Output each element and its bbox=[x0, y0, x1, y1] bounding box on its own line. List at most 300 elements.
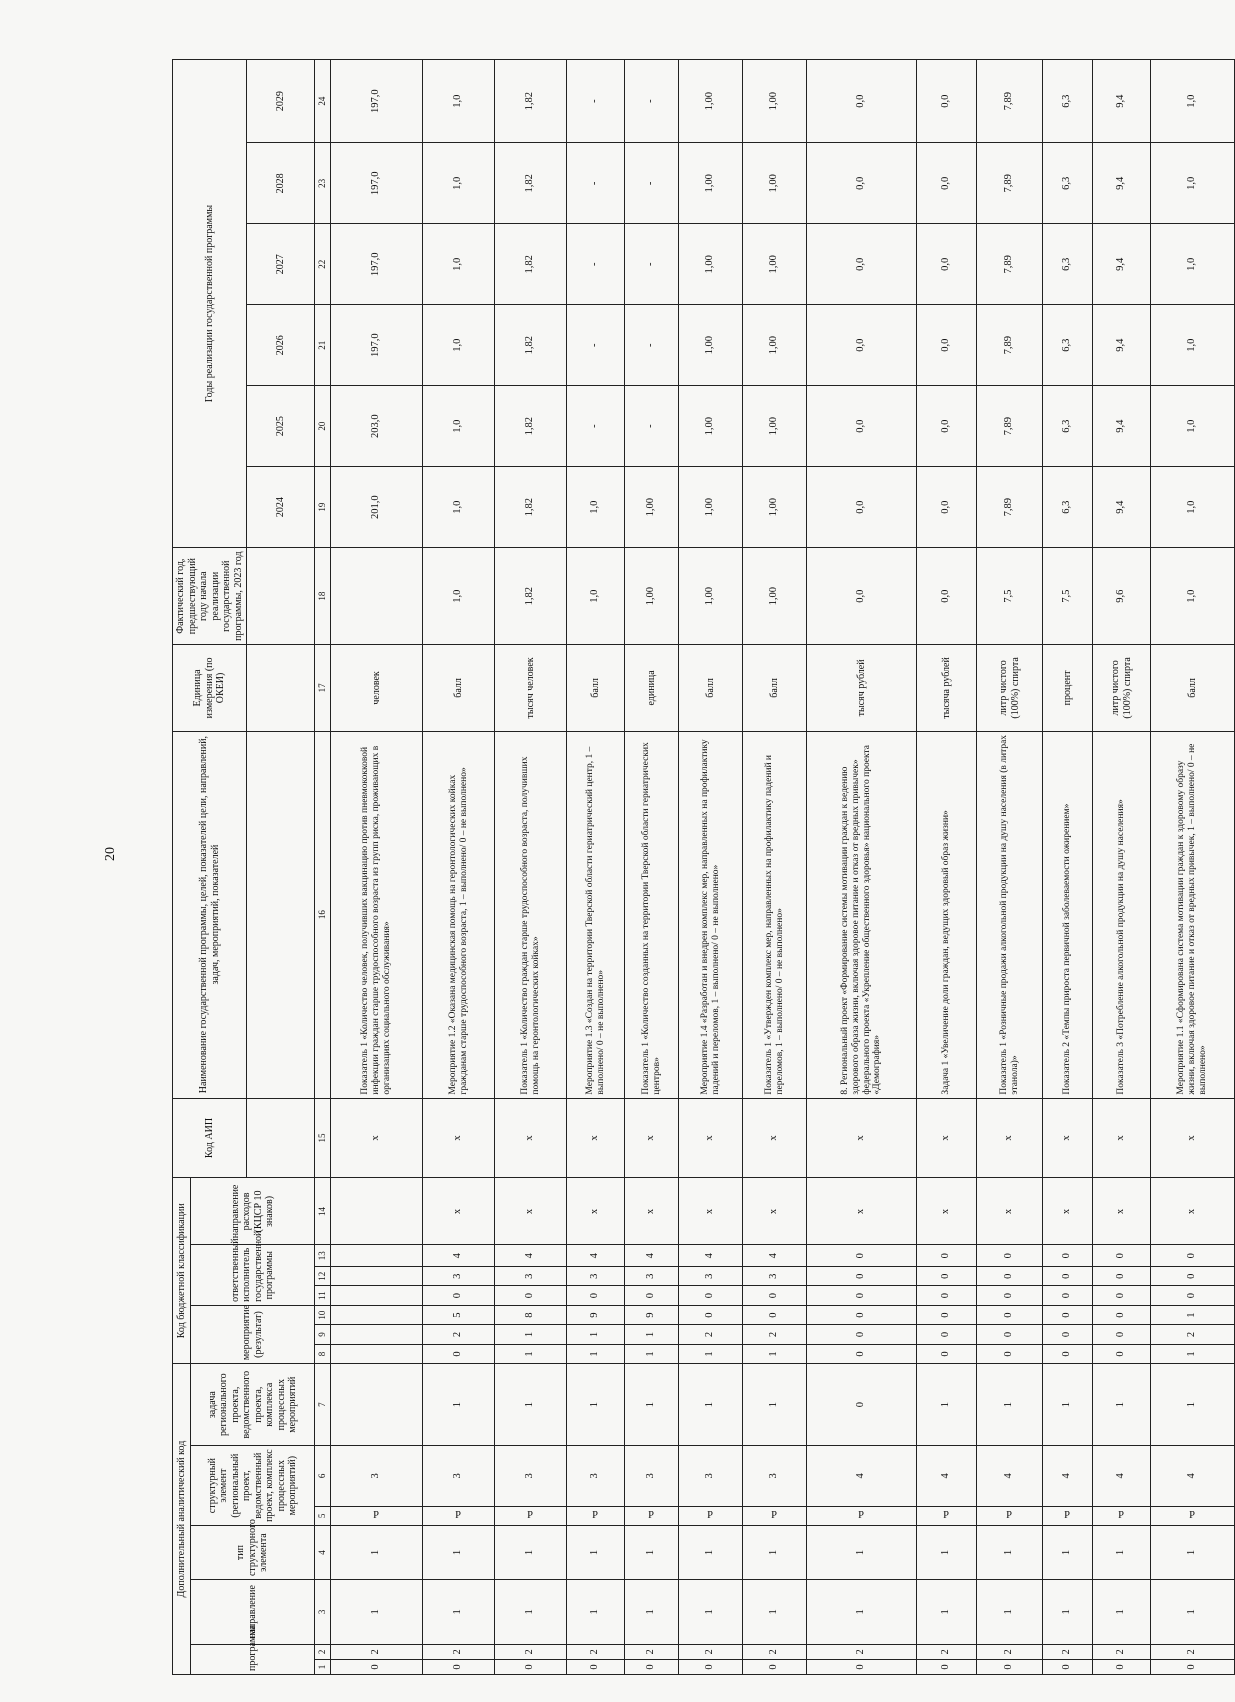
cell-executor: 0 bbox=[917, 1267, 977, 1286]
cell-year-value: 1,00 bbox=[743, 143, 807, 224]
header-fact-year: Фактический год, предшествующий году начала реализации государственной программы, 2023 год bbox=[173, 548, 247, 645]
cell-year-value: - bbox=[625, 143, 679, 224]
cell-struct-sub: 4 bbox=[1093, 1446, 1151, 1506]
cell-year-value: - bbox=[567, 224, 625, 305]
cell-event: 1 bbox=[567, 1344, 625, 1363]
cell-year-value: 0,0 bbox=[917, 143, 977, 224]
cell-year-value: 6,3 bbox=[1043, 386, 1093, 467]
header-years-title: Годы реализации государственной программы bbox=[173, 60, 247, 548]
cell-event: 2 bbox=[1151, 1325, 1235, 1344]
cell-year-value: 1,82 bbox=[495, 467, 567, 548]
cell-unit: балл bbox=[1151, 645, 1235, 731]
cell-program: 2 bbox=[807, 1644, 917, 1659]
cell-year-value: 0,0 bbox=[917, 305, 977, 386]
cell-struct-element bbox=[423, 1506, 495, 1525]
header-year-2024: 2024 bbox=[247, 467, 315, 548]
cell-executor: 0 bbox=[1151, 1286, 1235, 1305]
cell-executor: 0 bbox=[1043, 1267, 1093, 1286]
cell-struct-element-letter: Р bbox=[707, 1509, 714, 1521]
cell-unit: литр чистого (100%) спирта bbox=[977, 645, 1043, 731]
cell-struct-type: 1 bbox=[807, 1526, 917, 1580]
cell-event: 9 bbox=[567, 1305, 625, 1324]
cell-task bbox=[331, 1364, 423, 1446]
cell-event: 1 bbox=[495, 1325, 567, 1344]
cell-event: 0 bbox=[1093, 1305, 1151, 1324]
cell-program: 2 bbox=[1151, 1644, 1235, 1659]
cell-program: 2 bbox=[679, 1644, 743, 1659]
cell-name: 8. Региональный проект «Формирование системы мотивации граждан к ведению здорового образа жизни, включая здоровое питание и отказ от вредных привычек» федерального проекта «Укрепление общественного здоровья» национального проекта «Демография» bbox=[807, 731, 917, 1098]
cell-executor: 0 bbox=[1151, 1267, 1235, 1286]
cell-expense: х bbox=[567, 1178, 625, 1245]
table-row bbox=[1043, 60, 1093, 1675]
cell-expense: х bbox=[679, 1178, 743, 1245]
cell-year-value: - bbox=[567, 143, 625, 224]
cell-aip: х bbox=[743, 1098, 807, 1178]
cell-struct-sub: 3 bbox=[567, 1446, 625, 1506]
cell-expense: х bbox=[1151, 1178, 1235, 1245]
cell-fact: 9,6 bbox=[1093, 548, 1151, 645]
column-number: 7 bbox=[315, 1364, 331, 1446]
cell-struct-element bbox=[1093, 1506, 1151, 1525]
cell-fact: 1,0 bbox=[423, 548, 495, 645]
cell-struct-type: 1 bbox=[977, 1526, 1043, 1580]
cell-year-value: 1,00 bbox=[679, 143, 743, 224]
cell-year-value: 197,0 bbox=[331, 143, 423, 224]
cell-struct-sub: 4 bbox=[977, 1446, 1043, 1506]
cell-struct-element-letter: Р bbox=[771, 1509, 778, 1521]
cell-executor: 0 bbox=[917, 1286, 977, 1305]
column-number: 22 bbox=[315, 224, 331, 305]
cell-year-value: 1,0 bbox=[423, 467, 495, 548]
cell-struct-type: 1 bbox=[567, 1526, 625, 1580]
column-number: 16 bbox=[315, 731, 331, 1098]
cell-year-value: 1,0 bbox=[1151, 386, 1235, 467]
cell-event: 0 bbox=[917, 1344, 977, 1363]
cell-struct-element-letter: Р bbox=[1118, 1509, 1125, 1521]
cell-aip: х bbox=[917, 1098, 977, 1178]
cell-direction: 1 bbox=[917, 1580, 977, 1645]
cell-aip: х bbox=[1093, 1098, 1151, 1178]
header-year-2029: 2029 bbox=[247, 60, 315, 143]
cell-executor bbox=[331, 1267, 423, 1286]
cell-aip: х bbox=[625, 1098, 679, 1178]
cell-year-value: 7,89 bbox=[977, 467, 1043, 548]
cell-name: Мероприятие 1.3 «Создан на территории Тверской области гериатрический центр, 1 – выполнено/ 0 – не выполнено» bbox=[567, 731, 625, 1098]
cell-event: 0 bbox=[1043, 1344, 1093, 1363]
cell-unit: балл bbox=[567, 645, 625, 731]
cell-year-value: 1,00 bbox=[743, 224, 807, 305]
cell-year-value: 0,0 bbox=[807, 305, 917, 386]
cell-event bbox=[331, 1305, 423, 1324]
column-number: 9 bbox=[315, 1325, 331, 1344]
table-row bbox=[917, 60, 977, 1675]
cell-executor: 0 bbox=[423, 1286, 495, 1305]
cell-executor bbox=[331, 1245, 423, 1267]
cell-struct-type: 1 bbox=[917, 1526, 977, 1580]
cell-aip: х bbox=[1151, 1098, 1235, 1178]
cell-year-value: 1,00 bbox=[743, 60, 807, 143]
cell-event: 0 bbox=[743, 1305, 807, 1324]
cell-event: 0 bbox=[423, 1344, 495, 1363]
cell-aip: х bbox=[807, 1098, 917, 1178]
cell-program: 0 bbox=[917, 1659, 977, 1674]
cell-executor: 4 bbox=[567, 1245, 625, 1267]
cell-expense: х bbox=[495, 1178, 567, 1245]
cell-fact: 7,5 bbox=[1043, 548, 1093, 645]
cell-fact: 1,0 bbox=[1151, 548, 1235, 645]
table-row bbox=[743, 60, 807, 1675]
cell-executor: 0 bbox=[807, 1245, 917, 1267]
cell-name: Задача 1 «Увеличение доли граждан, ведущих здоровый образ жизни» bbox=[917, 731, 977, 1098]
cell-program: 0 bbox=[495, 1659, 567, 1674]
cell-direction: 1 bbox=[423, 1580, 495, 1645]
cell-struct-element-letter: Р bbox=[373, 1509, 380, 1521]
cell-struct-element-letter: Р bbox=[1189, 1509, 1196, 1521]
cell-direction: 1 bbox=[743, 1580, 807, 1645]
cell-year-value: 1,00 bbox=[679, 224, 743, 305]
cell-program: 0 bbox=[807, 1659, 917, 1674]
cell-struct-type: 1 bbox=[1151, 1526, 1235, 1580]
header-event: мероприятие (результат) bbox=[191, 1305, 315, 1363]
cell-task: 0 bbox=[807, 1364, 917, 1446]
cell-year-value: 1,0 bbox=[423, 60, 495, 143]
cell-executor: 0 bbox=[1151, 1245, 1235, 1267]
cell-event: 1 bbox=[625, 1325, 679, 1344]
cell-executor: 0 bbox=[1093, 1245, 1151, 1267]
cell-year-value: 0,0 bbox=[917, 60, 977, 143]
cell-fact: 7,5 bbox=[977, 548, 1043, 645]
cell-name: Показатель 2 «Темпы прироста первичной заболеваемости ожирением» bbox=[1043, 731, 1093, 1098]
cell-executor: 4 bbox=[625, 1245, 679, 1267]
cell-struct-element bbox=[743, 1506, 807, 1525]
cell-event: 1 bbox=[495, 1344, 567, 1363]
cell-direction: 1 bbox=[495, 1580, 567, 1645]
cell-program: 2 bbox=[1093, 1644, 1151, 1659]
cell-unit: единица bbox=[625, 645, 679, 731]
table-row bbox=[567, 60, 625, 1675]
column-number: 23 bbox=[315, 143, 331, 224]
cell-program: 0 bbox=[977, 1659, 1043, 1674]
rotated-table-wrapper bbox=[172, 59, 1208, 1675]
cell-aip: х bbox=[679, 1098, 743, 1178]
cell-event bbox=[331, 1325, 423, 1344]
cell-struct-element bbox=[1043, 1506, 1093, 1525]
cell-executor: 3 bbox=[679, 1267, 743, 1286]
cell-program: 2 bbox=[917, 1644, 977, 1659]
cell-event: 5 bbox=[423, 1305, 495, 1324]
cell-program: 2 bbox=[977, 1644, 1043, 1659]
cell-year-value: 1,0 bbox=[1151, 224, 1235, 305]
cell-year-value: 0,0 bbox=[807, 224, 917, 305]
cell-year-value: 0,0 bbox=[917, 224, 977, 305]
cell-event: 0 bbox=[807, 1325, 917, 1344]
cell-year-value: 1,0 bbox=[423, 305, 495, 386]
cell-year-value: 7,89 bbox=[977, 386, 1043, 467]
cell-executor: 0 bbox=[977, 1286, 1043, 1305]
cell-program: 2 bbox=[423, 1644, 495, 1659]
cell-program: 0 bbox=[743, 1659, 807, 1674]
cell-aip: х bbox=[567, 1098, 625, 1178]
column-number: 15 bbox=[315, 1098, 331, 1178]
cell-executor: 0 bbox=[743, 1286, 807, 1305]
cell-executor: 3 bbox=[495, 1267, 567, 1286]
cell-year-value: 9,4 bbox=[1093, 386, 1151, 467]
cell-aip: х bbox=[423, 1098, 495, 1178]
cell-name: Показатель 3 «Потребление алкогольной продукции на душу населения» bbox=[1093, 731, 1151, 1098]
cell-struct-sub: 3 bbox=[331, 1446, 423, 1506]
program-table bbox=[172, 59, 1235, 1675]
cell-year-value: 197,0 bbox=[331, 305, 423, 386]
cell-year-value: 9,4 bbox=[1093, 305, 1151, 386]
cell-unit: балл bbox=[423, 645, 495, 731]
cell-task: 1 bbox=[977, 1364, 1043, 1446]
cell-program: 0 bbox=[331, 1659, 423, 1674]
cell-executor: 0 bbox=[1093, 1267, 1151, 1286]
cell-year-value: 197,0 bbox=[331, 224, 423, 305]
cell-year-value: 1,0 bbox=[423, 386, 495, 467]
cell-executor: 4 bbox=[495, 1245, 567, 1267]
cell-event: 0 bbox=[917, 1325, 977, 1344]
cell-executor: 3 bbox=[743, 1267, 807, 1286]
column-number: 4 bbox=[315, 1526, 331, 1580]
cell-executor bbox=[331, 1286, 423, 1305]
cell-year-value: 0,0 bbox=[807, 60, 917, 143]
cell-unit: балл bbox=[743, 645, 807, 731]
cell-year-value: - bbox=[625, 305, 679, 386]
cell-program: 0 bbox=[679, 1659, 743, 1674]
cell-struct-sub: 3 bbox=[495, 1446, 567, 1506]
cell-year-value: 1,82 bbox=[495, 60, 567, 143]
column-number: 12 bbox=[315, 1267, 331, 1286]
cell-task: 1 bbox=[679, 1364, 743, 1446]
column-number: 20 bbox=[315, 386, 331, 467]
header-program: программа bbox=[191, 1644, 315, 1674]
cell-year-value: - bbox=[625, 386, 679, 467]
header-budget-code: Код бюджетной классификации bbox=[173, 1178, 191, 1364]
cell-executor: 0 bbox=[807, 1286, 917, 1305]
cell-task: 1 bbox=[1151, 1364, 1235, 1446]
cell-year-value: 6,3 bbox=[1043, 224, 1093, 305]
cell-program: 0 bbox=[1093, 1659, 1151, 1674]
cell-year-value: 6,3 bbox=[1043, 467, 1093, 548]
column-number: 21 bbox=[315, 305, 331, 386]
cell-event: 1 bbox=[679, 1344, 743, 1363]
cell-struct-element-letter: Р bbox=[943, 1509, 950, 1521]
cell-task: 1 bbox=[567, 1364, 625, 1446]
cell-aip: х bbox=[331, 1098, 423, 1178]
cell-expense: х bbox=[1043, 1178, 1093, 1245]
header-year-2025: 2025 bbox=[247, 386, 315, 467]
column-number: 17 bbox=[315, 645, 331, 731]
cell-event: 1 bbox=[1151, 1344, 1235, 1363]
cell-direction: 1 bbox=[625, 1580, 679, 1645]
page-number: 20 bbox=[103, 847, 118, 861]
cell-event: 0 bbox=[917, 1305, 977, 1324]
cell-year-value: 0,0 bbox=[917, 386, 977, 467]
cell-program: 2 bbox=[625, 1644, 679, 1659]
cell-aip: х bbox=[495, 1098, 567, 1178]
cell-event: 0 bbox=[807, 1344, 917, 1363]
cell-struct-element bbox=[917, 1506, 977, 1525]
cell-expense: х bbox=[1093, 1178, 1151, 1245]
cell-executor: 0 bbox=[977, 1245, 1043, 1267]
cell-name: Мероприятие 1.2 «Оказана медицинская помощь на геронтологических койках гражданам старше трудоспособного возраста, 1 – выполнено/ 0 – не выполнено» bbox=[423, 731, 495, 1098]
cell-name: Показатель 1 «Розничные продажи алкогольной продукции на душу населения (в литрах этанола)» bbox=[977, 731, 1043, 1098]
cell-task: 1 bbox=[917, 1364, 977, 1446]
cell-event: 8 bbox=[495, 1305, 567, 1324]
cell-unit: тысяч человек bbox=[495, 645, 567, 731]
cell-year-value: 1,0 bbox=[567, 467, 625, 548]
cell-struct-element-letter: Р bbox=[592, 1509, 599, 1521]
cell-struct-sub: 3 bbox=[423, 1446, 495, 1506]
cell-event: 0 bbox=[807, 1305, 917, 1324]
cell-event: 0 bbox=[977, 1344, 1043, 1363]
cell-name: Показатель 1 «Количество человек, получивших вакцинацию против пневмококковой инфекции граждан старше трудоспособного возраста из групп риска, проживающих в организациях социального обслуживания» bbox=[331, 731, 423, 1098]
table-row bbox=[1093, 60, 1151, 1675]
cell-direction: 1 bbox=[679, 1580, 743, 1645]
cell-executor: 0 bbox=[977, 1267, 1043, 1286]
cell-struct-sub: 4 bbox=[1043, 1446, 1093, 1506]
cell-struct-type: 1 bbox=[1093, 1526, 1151, 1580]
cell-year-value: 203,0 bbox=[331, 386, 423, 467]
cell-aip: х bbox=[1043, 1098, 1093, 1178]
cell-program: 0 bbox=[1043, 1659, 1093, 1674]
column-number: 24 bbox=[315, 60, 331, 143]
cell-year-value: 7,89 bbox=[977, 224, 1043, 305]
cell-year-value: 0,0 bbox=[807, 386, 917, 467]
cell-unit: процент bbox=[1043, 645, 1093, 731]
cell-expense: х bbox=[423, 1178, 495, 1245]
cell-executor: 0 bbox=[495, 1286, 567, 1305]
cell-year-value: 1,00 bbox=[679, 386, 743, 467]
cell-unit: тысяч рублей bbox=[807, 645, 917, 731]
cell-year-value: 9,4 bbox=[1093, 224, 1151, 305]
column-number: 1 bbox=[315, 1659, 331, 1674]
cell-struct-type: 1 bbox=[625, 1526, 679, 1580]
column-number: 19 bbox=[315, 467, 331, 548]
cell-year-value: 7,89 bbox=[977, 143, 1043, 224]
cell-struct-sub: 3 bbox=[679, 1446, 743, 1506]
cell-year-value: 6,3 bbox=[1043, 60, 1093, 143]
cell-executor: 0 bbox=[625, 1286, 679, 1305]
cell-fact: 1,00 bbox=[625, 548, 679, 645]
table-row bbox=[977, 60, 1043, 1675]
cell-fact: 1,0 bbox=[567, 548, 625, 645]
cell-year-value: 0,0 bbox=[917, 467, 977, 548]
column-number: 18 bbox=[315, 548, 331, 645]
cell-name: Показатель 1 «Утвержден комплекс мер, направленных на профилактику падений и переломов, 1 – выполнено/ 0 – не выполнено» bbox=[743, 731, 807, 1098]
column-number: 2 bbox=[315, 1644, 331, 1659]
column-number: 14 bbox=[315, 1178, 331, 1245]
header-struct-element: структурный элемент (региональный проект, ведомственный проект, комплекс процессных мероприятий) bbox=[191, 1446, 315, 1526]
cell-struct-element-letter: Р bbox=[1064, 1509, 1071, 1521]
cell-program: 0 bbox=[625, 1659, 679, 1674]
cell-year-value: 0,0 bbox=[807, 143, 917, 224]
cell-fact: 0,0 bbox=[917, 548, 977, 645]
cell-executor: 0 bbox=[1093, 1286, 1151, 1305]
cell-struct-element bbox=[495, 1506, 567, 1525]
cell-task: 1 bbox=[625, 1364, 679, 1446]
header-task: задача регионального проекта, ведомственного проекта, комплекса процессных мероприятий bbox=[191, 1364, 315, 1446]
cell-year-value: 1,0 bbox=[423, 143, 495, 224]
cell-year-value: 7,89 bbox=[977, 305, 1043, 386]
cell-struct-element-letter: Р bbox=[648, 1509, 655, 1521]
cell-struct-type: 1 bbox=[679, 1526, 743, 1580]
cell-executor: 0 bbox=[679, 1286, 743, 1305]
cell-program: 2 bbox=[331, 1644, 423, 1659]
cell-executor: 0 bbox=[1043, 1286, 1093, 1305]
cell-year-value: 201,0 bbox=[331, 467, 423, 548]
cell-event: 0 bbox=[1093, 1344, 1151, 1363]
column-number: 11 bbox=[315, 1286, 331, 1305]
cell-year-value: 1,00 bbox=[679, 467, 743, 548]
cell-year-value: 6,3 bbox=[1043, 305, 1093, 386]
cell-year-value: - bbox=[567, 305, 625, 386]
cell-struct-sub: 4 bbox=[917, 1446, 977, 1506]
cell-year-value: 1,0 bbox=[1151, 467, 1235, 548]
cell-direction: 1 bbox=[1043, 1580, 1093, 1645]
cell-executor: 4 bbox=[679, 1245, 743, 1267]
cell-event: 1 bbox=[743, 1344, 807, 1363]
cell-task: 1 bbox=[1093, 1364, 1151, 1446]
cell-direction: 1 bbox=[1151, 1580, 1235, 1645]
cell-year-value: 9,4 bbox=[1093, 143, 1151, 224]
cell-struct-sub: 3 bbox=[743, 1446, 807, 1506]
cell-year-value: 1,00 bbox=[743, 305, 807, 386]
cell-expense: х bbox=[917, 1178, 977, 1245]
cell-year-value: 1,82 bbox=[495, 386, 567, 467]
cell-struct-type: 1 bbox=[423, 1526, 495, 1580]
cell-year-value: 197,0 bbox=[331, 60, 423, 143]
cell-struct-element bbox=[807, 1506, 917, 1525]
cell-executor: 0 bbox=[1043, 1245, 1093, 1267]
table-row bbox=[423, 60, 495, 1675]
cell-expense: х bbox=[743, 1178, 807, 1245]
table-row bbox=[1151, 60, 1235, 1675]
header-year-2027: 2027 bbox=[247, 224, 315, 305]
cell-task: 1 bbox=[423, 1364, 495, 1446]
header-unit: Единица измерения (по ОКЕИ) bbox=[173, 645, 247, 731]
cell-fact bbox=[331, 548, 423, 645]
column-number: 3 bbox=[315, 1580, 331, 1645]
cell-year-value: 1,0 bbox=[1151, 60, 1235, 143]
header-direction: направление bbox=[191, 1580, 315, 1645]
cell-program: 2 bbox=[495, 1644, 567, 1659]
header-struct-type: тип структурного элемента bbox=[191, 1526, 315, 1580]
cell-expense: х bbox=[977, 1178, 1043, 1245]
cell-fact: 1,82 bbox=[495, 548, 567, 645]
cell-year-value: 7,89 bbox=[977, 60, 1043, 143]
cell-year-value: 9,4 bbox=[1093, 467, 1151, 548]
cell-year-value: - bbox=[625, 224, 679, 305]
cell-struct-element bbox=[331, 1506, 423, 1525]
cell-executor: 3 bbox=[423, 1267, 495, 1286]
cell-event: 9 bbox=[625, 1305, 679, 1324]
header-expense: направление расходов (КЦСР 10 знаков) bbox=[191, 1178, 315, 1245]
cell-year-value: 1,82 bbox=[495, 143, 567, 224]
cell-executor: 3 bbox=[567, 1267, 625, 1286]
header-executor: ответственный исполнитель государственной программы bbox=[191, 1245, 315, 1305]
table-row bbox=[807, 60, 917, 1675]
table-row bbox=[679, 60, 743, 1675]
cell-year-value: - bbox=[625, 60, 679, 143]
cell-program: 0 bbox=[1151, 1659, 1235, 1674]
cell-struct-type: 1 bbox=[743, 1526, 807, 1580]
cell-event: 1 bbox=[625, 1344, 679, 1363]
cell-struct-element bbox=[977, 1506, 1043, 1525]
cell-year-value: 1,00 bbox=[679, 305, 743, 386]
cell-event: 0 bbox=[1043, 1305, 1093, 1324]
